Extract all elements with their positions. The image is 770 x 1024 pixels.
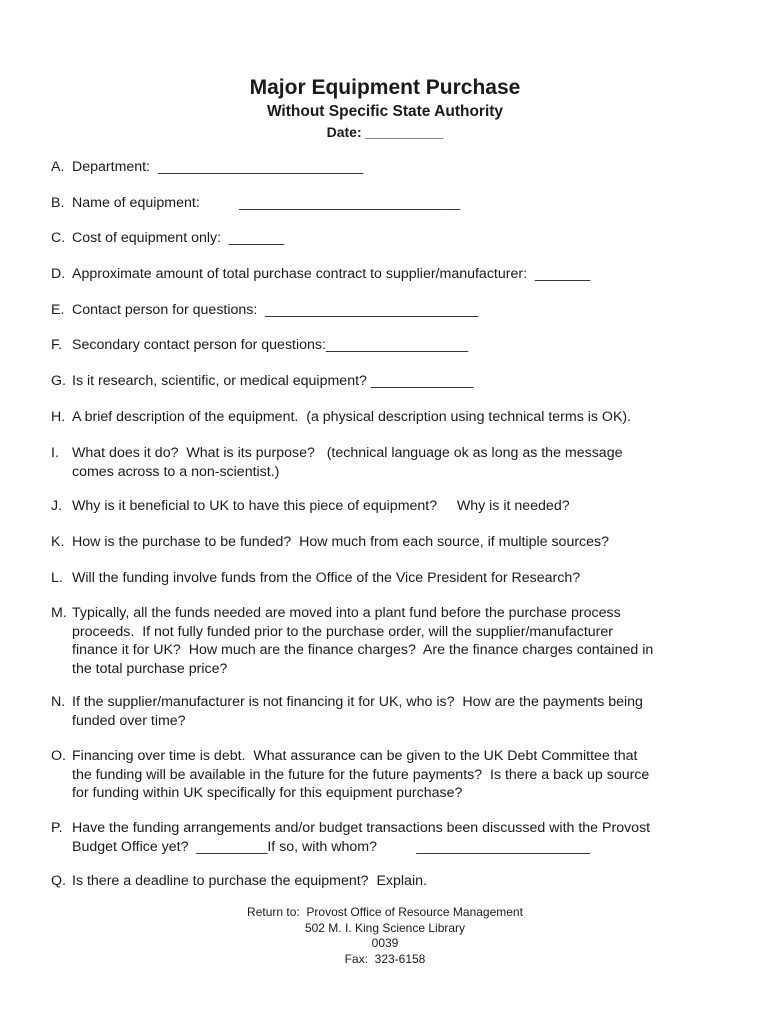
question-letter: M. [51,605,67,621]
question-text: Is it research, scientific, or medical equipment? _____________ [72,373,474,389]
question-letter: Q. [51,873,66,889]
question-letter: J. [51,498,63,514]
question-letter: C. [51,230,66,246]
question-letter: D. [51,266,66,282]
question-letter: B. [51,195,65,211]
question-text: Name of equipment: ____________________________ [72,195,461,211]
question-text: Have the funding arrangements and/or budget transactions been discussed with the Provost Budget Office yet? _________If so, with whom? ______________________ [72,820,651,855]
question-o [51,747,711,821]
form-title: Major Equipment Purchase [249,76,521,99]
form-subtitle: Without Specific State Authority [266,103,504,120]
question-letter: E. [51,302,65,318]
question-text: Is there a deadline to purchase the equipment? Explain. [72,873,427,889]
question-text: Why is it beneficial to UK to have this piece of equipment? Why is it needed? [72,498,570,514]
question-letter: N. [51,694,66,710]
question-letter: O. [51,748,66,764]
question-text: If the supplier/manufacturer is not financing it for UK, who is? How are the payments being funded over time? [72,694,643,729]
question-letter: P. [51,820,63,836]
return-address [0,905,770,967]
question-letter: K. [51,534,65,550]
question-letter: L. [51,570,63,586]
question-text: Financing over time is debt. What assurance can be given to the UK Debt Committee that the funding will be available in the future for the future payments? Is there a back up source for funding within UK specifically for this equipment purchase? [72,748,650,801]
question-letter: I. [51,445,59,461]
footer-return-to: Return to: Provost Office of Resource Management [247,905,523,919]
question-text: Cost of equipment only: _______ [72,230,285,246]
question-text: Secondary contact person for questions:__________________ [72,337,468,353]
question-text: How is the purchase to be funded? How much from each source, if multiple sources? [72,534,610,550]
question-text: What does it do? What is its purpose? (technical language ok as long as the message comes across to a non-scientist.) [72,445,623,480]
question-text: Department: __________________________ [72,159,364,175]
question-letter: F. [51,337,63,353]
footer-fax: Fax: 323-6158 [344,951,426,966]
footer-building: 502 M. I. King Science Library [304,920,466,935]
question-letter: H. [51,409,66,425]
question-text: A brief description of the equipment. (a physical description using technical terms is OK). [72,409,632,425]
question-text: Typically, all the funds needed are moved into a plant fund before the purchase process proceeds. If not fully funded prior to the purchase order, will the supplier/manufacturer finance it for UK? How much are the finance charges? Are the finance charges contained in the total purchase price? [72,605,654,677]
question-text: Approximate amount of total purchase contract to supplier/manufacturer: _______ [72,266,591,282]
question-m [51,604,711,678]
question-text: Will the funding involve funds from the Office of the Vice President for Research? [72,570,581,586]
question-letter: A. [51,159,65,175]
question-letter: G. [51,373,66,389]
date-field: Date: __________ [326,124,444,140]
question-text: Contact person for questions: ___________________________ [72,302,479,318]
footer-mail-code: 0039 [371,936,399,950]
